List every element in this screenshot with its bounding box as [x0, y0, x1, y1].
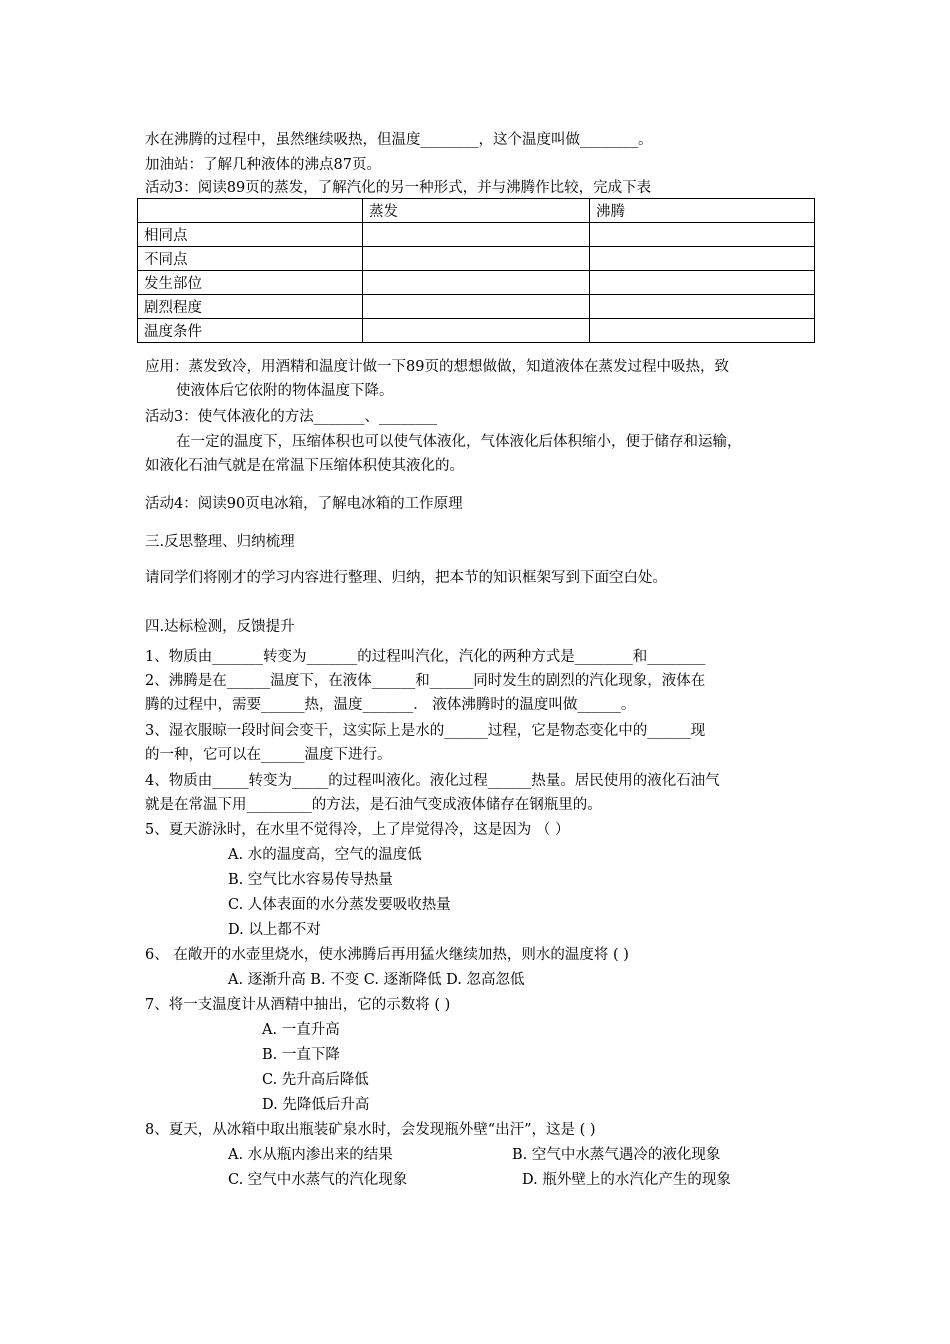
answer-cell[interactable] — [590, 247, 815, 271]
question-4: 4、物质由_____转变为_____的过程叫液化。液化过程______热量。居民使用的液化石油气 — [145, 773, 720, 789]
option-c: C. 人体表面的水分蒸发要吸收热量 — [228, 897, 451, 913]
option-d: D. 先降低后升高 — [262, 1097, 370, 1113]
answer-cell[interactable] — [363, 223, 590, 247]
table-header-row — [138, 199, 815, 223]
comparison-table — [137, 198, 815, 343]
question-6: 6、 在敞开的水壶里烧水，使水沸腾后再用猛火继续加热，则水的温度将 ( ) — [145, 947, 629, 963]
option-a: A. 水的温度高，空气的温度低 — [228, 847, 422, 863]
table-row — [138, 223, 815, 247]
text-line: 活动4：阅读90页电冰箱，了解电冰箱的工作原理 — [145, 496, 463, 512]
text-line: 应用：蒸发致冷，用酒精和温度计做一下89页的想想做做，知道液体在蒸发过程中吸热，致 — [145, 359, 729, 375]
question-7: 7、将一支温度计从酒精中抽出，它的示数将 ( ) — [145, 997, 451, 1013]
question-3: 3、湿衣服晾一段时间会变干，这实际上是水的______过程，它是物态变化中的______现 — [145, 723, 706, 739]
section-heading: 四.达标检测，反馈提升 — [145, 619, 295, 635]
question-8: 8、夏天，从冰箱中取出瓶装矿泉水时，会发现瓶外壁“出汗”，这是 ( ) — [145, 1122, 596, 1138]
option-b: B. 一直下降 — [262, 1047, 340, 1063]
answer-cell[interactable] — [590, 319, 815, 343]
text-line: 如液化石油气就是在常温下压缩体积使其液化的。 — [145, 458, 464, 474]
option-b: B. 空气中水蒸气遇冷的液化现象 — [512, 1147, 721, 1163]
option-c: C. 先升高后降低 — [262, 1072, 369, 1088]
answer-cell[interactable] — [590, 271, 815, 295]
option-a: A. 水从瓶内渗出来的结果 — [228, 1147, 393, 1163]
question-2: 2、沸腾是在______温度下，在液体______和______同时发生的剧烈的汽化现象，液体在 — [145, 673, 706, 689]
section-heading: 三.反思整理、归纳梳理 — [145, 534, 295, 550]
text-line: 使液体后它依附的物体温度下降。 — [176, 383, 394, 399]
row-label: 剧烈程度 — [138, 295, 363, 319]
row-label: 发生部位 — [138, 271, 363, 295]
table-row — [138, 295, 815, 319]
table-row — [138, 319, 815, 343]
question-5: 5、夏天游泳时，在水里不觉得冷，上了岸觉得冷，这是因为 （ ） — [145, 822, 570, 838]
text-line: 请同学们将刚才的学习内容进行整理、归纳，把本节的知识框架写到下面空白处。 — [145, 570, 667, 586]
table-row — [138, 247, 815, 271]
answer-cell[interactable] — [363, 271, 590, 295]
text-line: 活动3：使气体液化的方法_______、________ — [145, 409, 437, 425]
table-header-cell — [138, 199, 363, 223]
text-line: 在一定的温度下，压缩体积也可以使气体液化，气体液化后体积缩小，便于储存和运输， — [176, 434, 742, 450]
text-line: 活动3：阅读89页的蒸发，了解汽化的另一种形式，并与沸腾作比较，完成下表 — [145, 180, 652, 196]
question-4-cont: 就是在常温下用_________的方法，是石油气变成液体储存在钢瓶里的。 — [145, 797, 602, 813]
option-d: D. 瓶外壁上的水汽化产生的现象 — [522, 1172, 731, 1188]
table-header-cell: 蒸发 — [363, 199, 590, 223]
option-c: C. 空气中水蒸气的汽化现象 — [228, 1172, 408, 1188]
row-label: 不同点 — [138, 247, 363, 271]
text-line: 水在沸腾的过程中，虽然继续吸热，但温度________，这个温度叫做________。 — [145, 132, 653, 148]
question-6-options: A. 逐渐升高 B. 不变 C. 逐渐降低 D. 忽高忽低 — [228, 972, 525, 988]
question-2-cont: 腾的过程中，需要______热，温度_______． 液体沸腾时的温度叫做______。 — [145, 697, 636, 713]
answer-cell[interactable] — [590, 223, 815, 247]
option-d: D. 以上都不对 — [228, 922, 321, 938]
answer-cell[interactable] — [363, 295, 590, 319]
table-row — [138, 271, 815, 295]
question-3-cont: 的一种，它可以在______温度下进行。 — [145, 747, 392, 763]
option-b: B. 空气比水容易传导热量 — [228, 872, 393, 888]
row-label: 温度条件 — [138, 319, 363, 343]
answer-cell[interactable] — [363, 319, 590, 343]
row-label: 相同点 — [138, 223, 363, 247]
text-line: 加油站：了解几种液体的沸点87页。 — [145, 157, 381, 173]
question-1: 1、物质由_______转变为_______的过程叫汽化，汽化的两种方式是________和________ — [145, 649, 706, 665]
table-header-cell: 沸腾 — [590, 199, 815, 223]
option-a: A. 一直升高 — [262, 1022, 340, 1038]
answer-cell[interactable] — [590, 295, 815, 319]
answer-cell[interactable] — [363, 247, 590, 271]
